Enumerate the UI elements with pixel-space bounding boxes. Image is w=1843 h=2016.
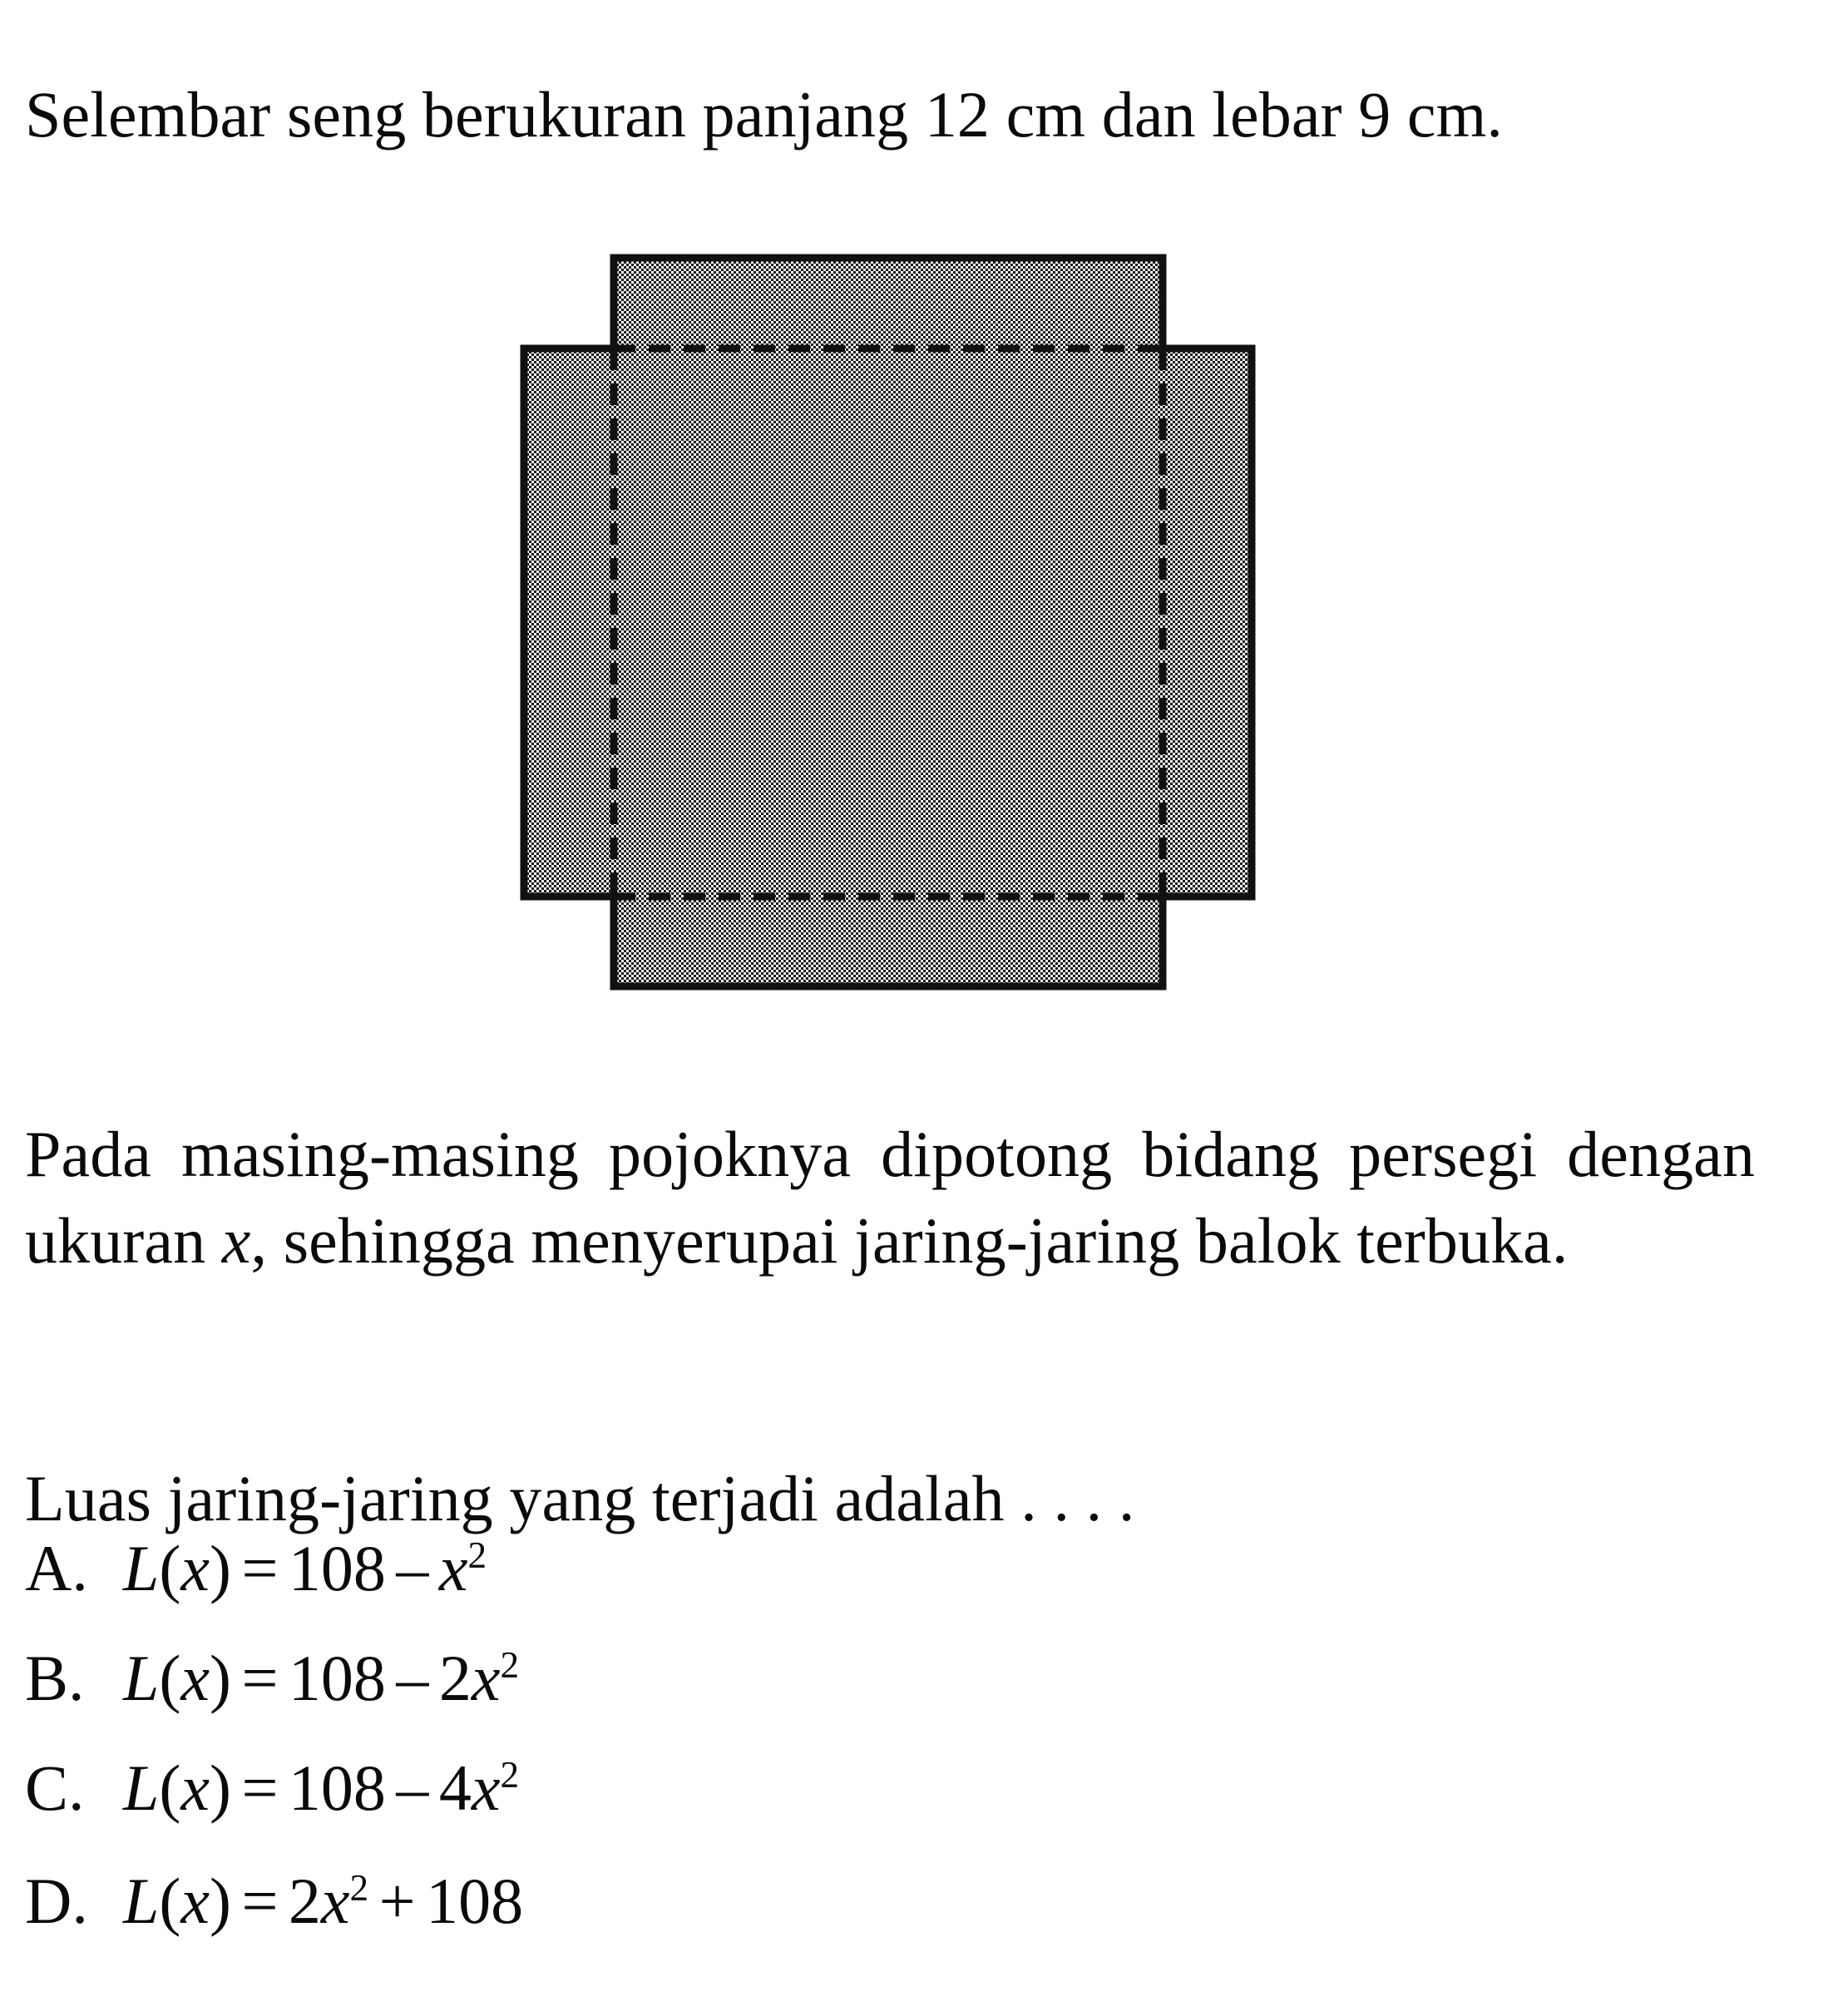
- option-d-label: D.: [25, 1865, 88, 1937]
- stem-2-text-a: Pada masing-masing pojoknya dipotong bidang persegi dengan ukuran: [25, 1118, 1755, 1277]
- option-c-label: C.: [25, 1752, 85, 1824]
- question-stem-line-1: Selembar seng berukuran panjang 12 cm dan lebar 9 cm.: [25, 78, 1504, 151]
- option-d-constant: 108: [426, 1865, 524, 1937]
- option-b-equals: =: [241, 1642, 279, 1714]
- option-d-equals: =: [241, 1865, 279, 1937]
- option-a-argument: x: [180, 1532, 210, 1604]
- option-b[interactable]: [25, 1640, 1755, 1717]
- option-a-operator: –: [396, 1532, 429, 1604]
- option-c-operator: –: [396, 1752, 429, 1824]
- stem-2-text-b: , sehingga menyerupai jaring-jaring balok terbuka.: [250, 1204, 1569, 1277]
- option-c[interactable]: [25, 1750, 1755, 1826]
- net-outline-path: [524, 258, 1252, 986]
- question-stem-line-2: [25, 1111, 1755, 1284]
- figure-net-of-open-box: [0, 241, 1843, 1015]
- option-a-label: A.: [25, 1532, 88, 1604]
- option-b-argument: x: [180, 1642, 210, 1714]
- option-d-expression: $L(x) = 2x^2 + 108$: [123, 1865, 524, 1937]
- option-a-equals: =: [241, 1532, 279, 1604]
- option-b-coefficient: 2: [438, 1642, 472, 1714]
- question-stem-line-3: Luas jaring-jaring yang terjadi adalah . . . .: [25, 1462, 1135, 1534]
- option-c-function-name: L: [123, 1752, 160, 1824]
- option-d-function-name: L: [123, 1865, 160, 1937]
- option-b-label: B.: [25, 1642, 85, 1714]
- option-c-coefficient: 4: [438, 1752, 472, 1824]
- option-b-constant: 108: [288, 1642, 386, 1714]
- option-a[interactable]: [25, 1530, 1755, 1607]
- option-d-coefficient: 2: [288, 1865, 321, 1937]
- option-a-exponent: 2: [467, 1534, 487, 1576]
- option-b-function-name: L: [123, 1642, 160, 1714]
- option-c-constant: 108: [288, 1752, 386, 1824]
- option-c-argument: x: [180, 1752, 210, 1824]
- option-d-exponent: 2: [349, 1867, 369, 1909]
- option-a-expression: $L(x) = 108 - x^2$: [123, 1532, 487, 1604]
- option-c-variable: x: [471, 1752, 501, 1824]
- option-d[interactable]: [25, 1863, 1755, 1939]
- option-d-variable: x: [320, 1865, 350, 1937]
- option-c-exponent: 2: [500, 1754, 520, 1796]
- option-b-expression: $L(x) = 108 - 2x^2$: [123, 1642, 520, 1714]
- option-d-argument: x: [180, 1865, 210, 1937]
- stem-2-variable: x: [221, 1204, 251, 1277]
- option-a-variable: x: [438, 1532, 468, 1604]
- option-a-constant: 108: [288, 1532, 386, 1604]
- option-d-operator: +: [378, 1865, 416, 1937]
- net-diagram-svg: [0, 241, 1843, 1015]
- option-a-function-name: L: [123, 1532, 160, 1604]
- option-c-equals: =: [241, 1752, 279, 1824]
- option-b-exponent: 2: [500, 1644, 520, 1686]
- option-c-expression: $L(x) = 108 - 4x^2$: [123, 1752, 520, 1824]
- option-b-variable: x: [471, 1642, 501, 1714]
- option-b-operator: –: [396, 1642, 429, 1714]
